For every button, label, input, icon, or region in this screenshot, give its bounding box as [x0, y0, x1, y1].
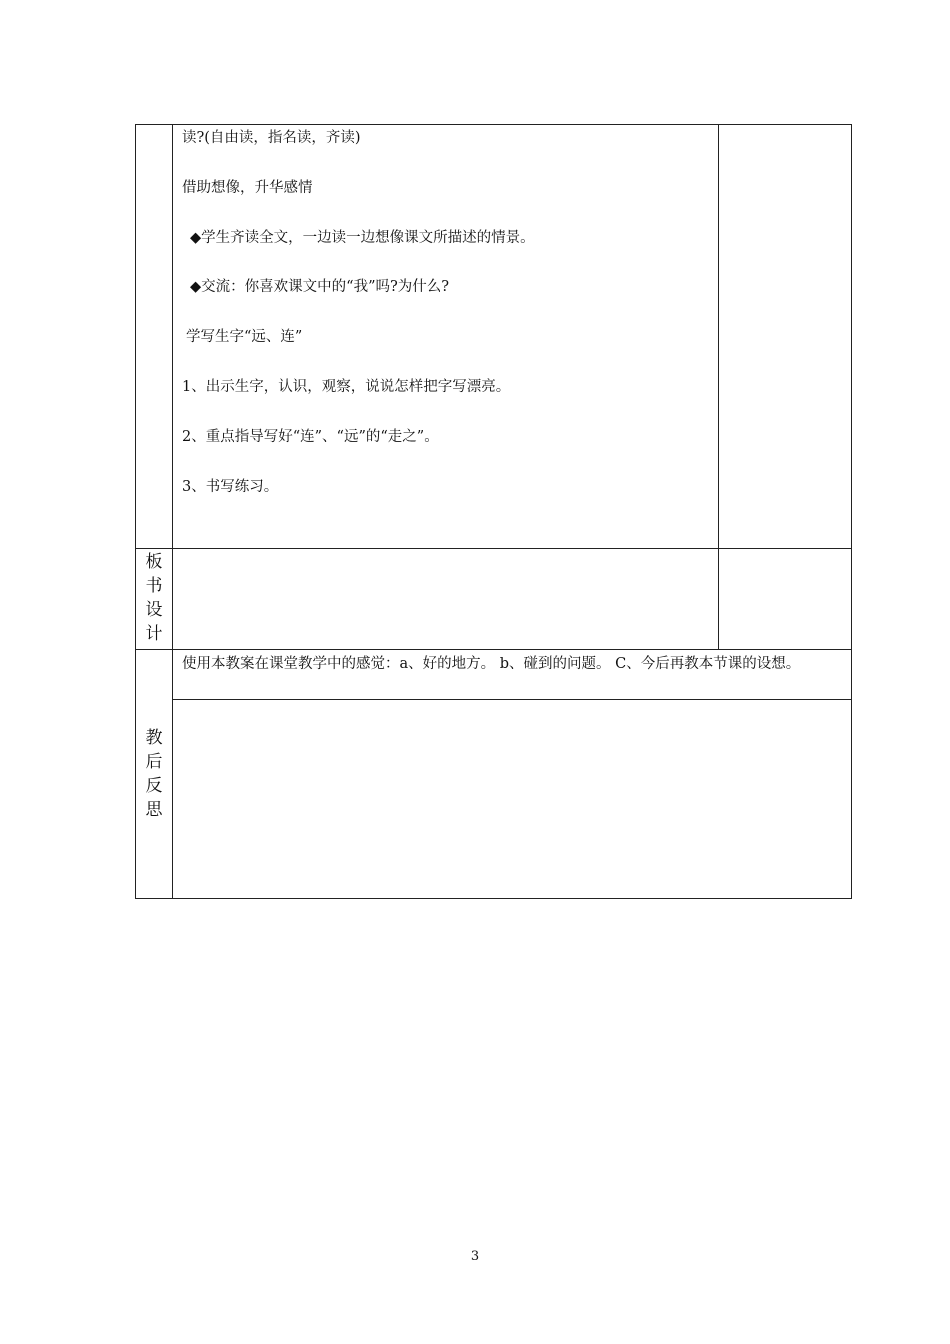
lesson-line-5: 学写生字“远、连” — [186, 329, 303, 345]
lesson-line-2: 借助想像，升华感情 — [182, 180, 313, 196]
board-design-char: 设 — [145, 600, 163, 620]
reflection-prompt: 使用本教案在课堂教学中的感觉：a、好的地方。 b、碰到的问题。 C、今后再教本节课的设想。 — [182, 656, 801, 672]
reflection-char: 思 — [145, 800, 163, 820]
lesson-line-8: 3、书写练习。 — [182, 479, 279, 495]
reflection-char: 教 — [145, 728, 163, 748]
lesson-line-1: 读?(自由读，指名读，齐读) — [182, 130, 361, 146]
reflection-label — [135, 726, 173, 822]
board-design-char: 板 — [145, 552, 163, 572]
board-design-label — [135, 550, 173, 646]
board-design-char: 计 — [145, 624, 163, 644]
reflection-char: 后 — [145, 752, 163, 772]
lesson-line-6: 1、出示生字，认识，观察，说说怎样把字写漂亮。 — [182, 379, 511, 395]
reflection-char: 反 — [145, 776, 163, 796]
lesson-line-3: ◆学生齐读全文，一边读一边想像课文所描述的情景。 — [190, 230, 535, 246]
lesson-line-4: ◆交流：你喜欢课文中的“我”吗?为什么? — [190, 279, 450, 295]
board-design-char: 书 — [145, 576, 163, 596]
page-number: 3 — [470, 1249, 480, 1264]
lesson-line-7: 2、重点指导写好“连”、“远”的“走之”。 — [182, 429, 439, 445]
